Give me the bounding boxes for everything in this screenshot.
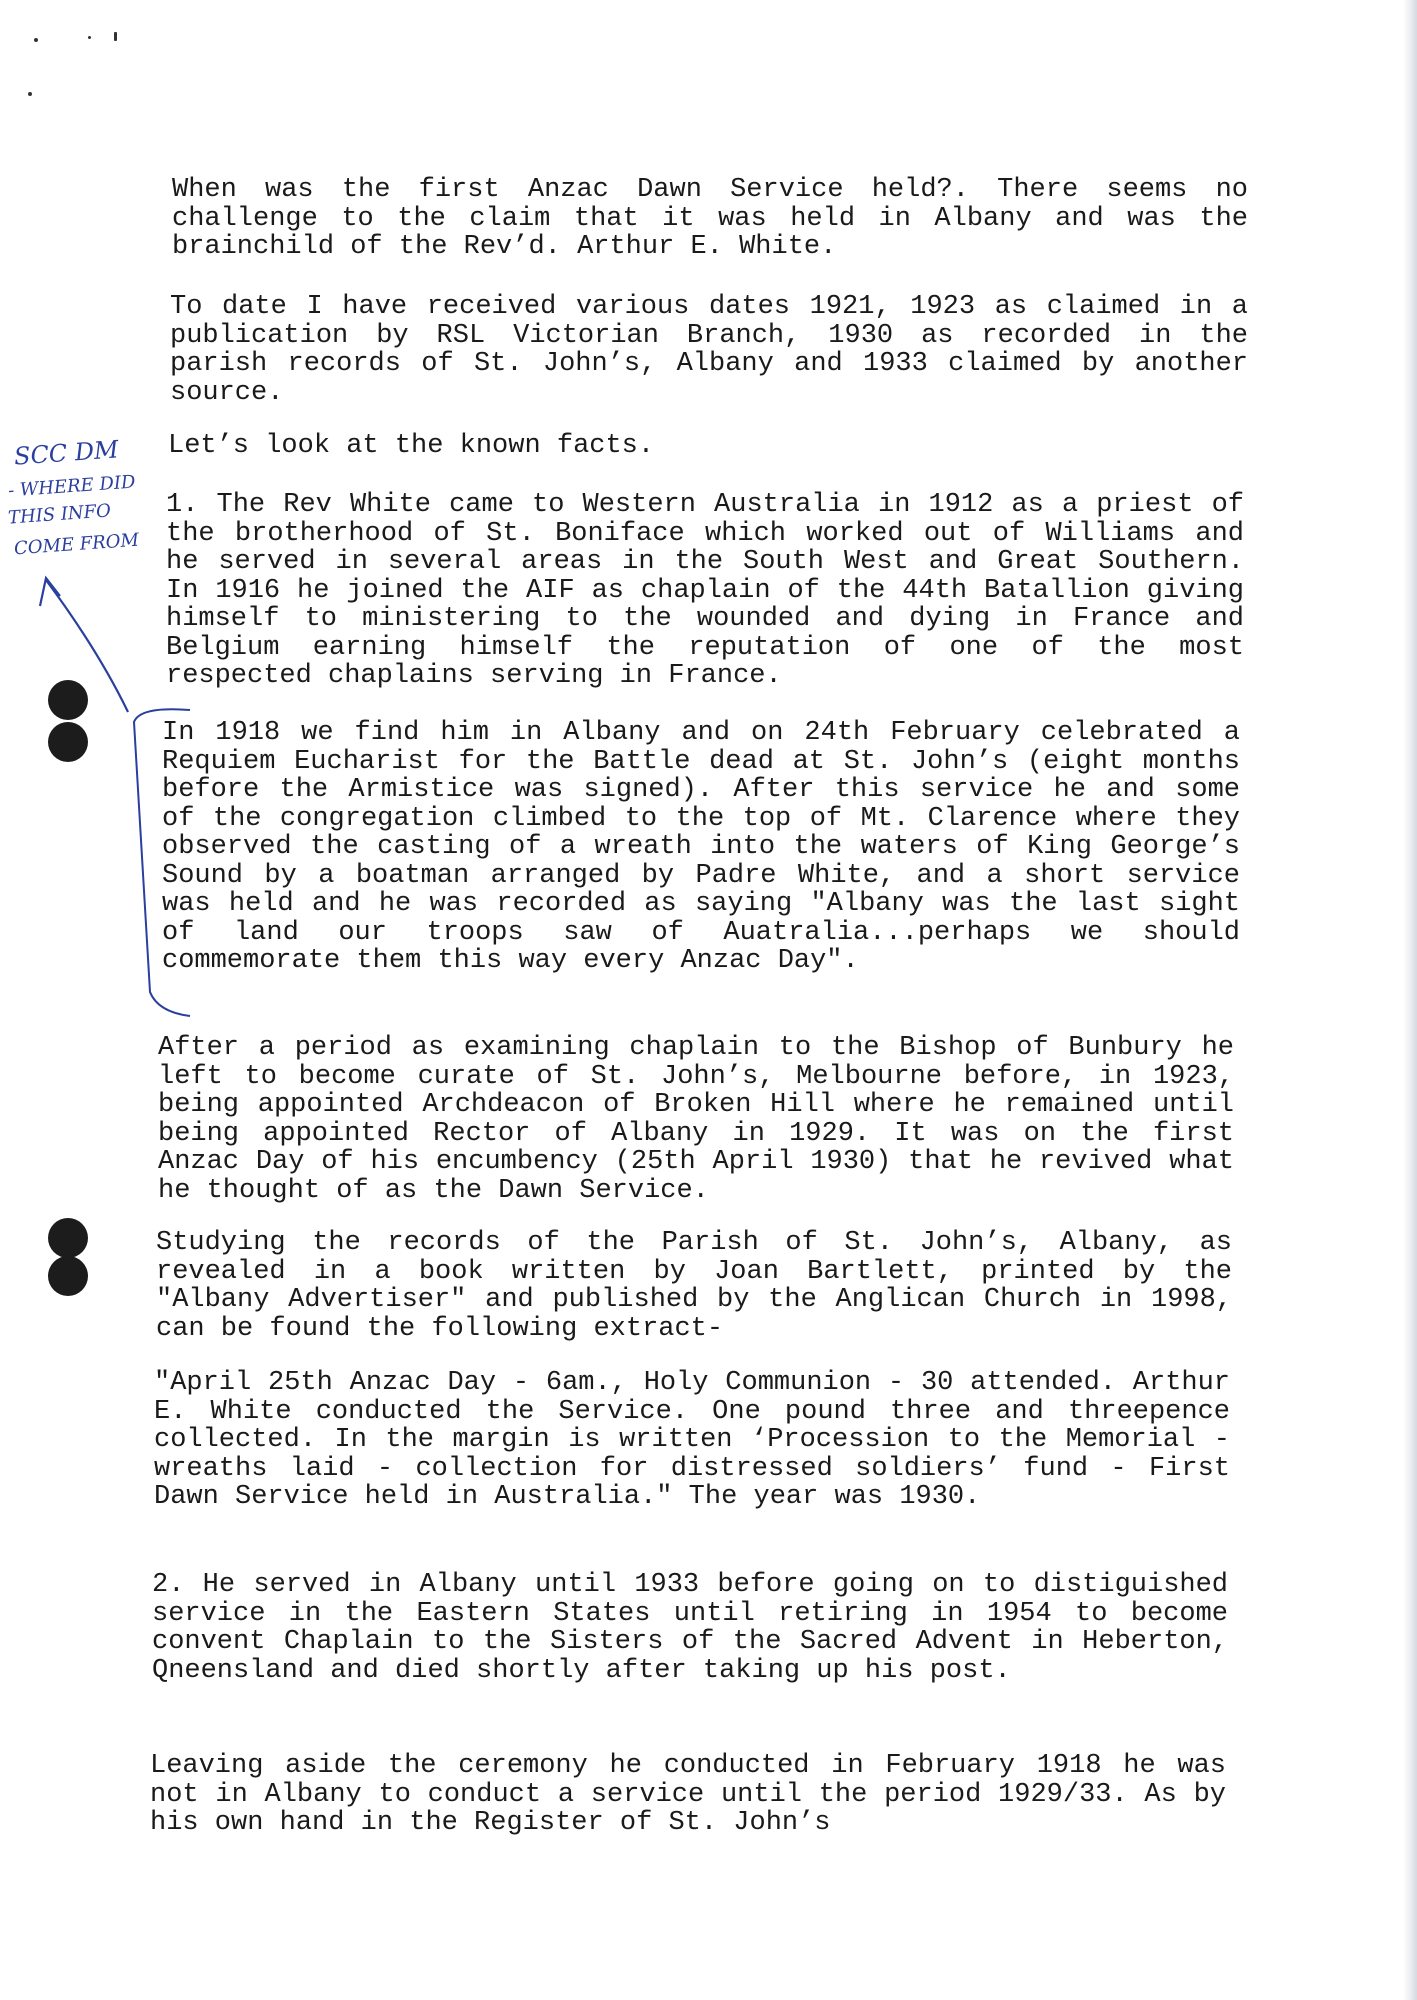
paragraph-1918: In 1918 we find him in Albany and on 24th February celebrated a Requiem Eucharist for the Battle dead at St. John’s (eight months before the Armistice was signed). After this service he and some of the congregation climbed to the top of Mt. Clarence where they observed the casting of a wreath into the waters of King George’s Sound by a boatman arranged by Padre White, and a short service was held and he was recorded as saying "Albany was the last sight of land our troops saw of Auatralia...perhaps we should commemorate them this way every Anzac Day". <box>162 718 1240 976</box>
margin-note-line-1: SCC DM <box>13 435 120 471</box>
margin-note-line-4: COME FROM <box>13 529 140 560</box>
binder-hole <box>48 680 88 720</box>
binder-hole <box>48 1256 88 1296</box>
page-edge-shadow <box>1403 0 1417 2000</box>
paragraph-fact-2: 2. He served in Albany until 1933 before going on to distiguished service in the Eastern States until retiring in 1954 to become convent Chaplain to the Sisters of the Sacred Advent in Heberton, Qneensland and died shortly after taking up his post. <box>152 1570 1228 1686</box>
paragraph-dates: To date I have received various dates 1921, 1923 as claimed in a publication by RSL Victorian Branch, 1930 as recorded in the parish records of St. John’s, Albany and 1933 claimed by another source. <box>170 292 1248 408</box>
margin-note-line-3: THIS INFO <box>7 500 112 529</box>
paragraph-register-extract: "April 25th Anzac Day - 6am., Holy Communion - 30 attended. Arthur E. White conducted the Service. One pound three and threepence collected. In the margin is written ‘Procession to the Memorial - wreaths laid - collection for distressed soldiers’ fund - First Dawn Service held in Australia." The year was 1930. <box>154 1368 1230 1512</box>
arrow-head-icon <box>40 578 60 606</box>
binder-hole <box>48 722 88 762</box>
paragraph-examining-chaplain: After a period as examining chaplain to the Bishop of Bunbury he left to become curate of St. John’s, Melbourne before, in 1923, being appointed Archdeacon of Broken Hill where he remained until being appointed Rector of Albany in 1929. It was on the first Anzac Day of his encumbency (25th April 1930) that he revived what he thought of as the Dawn Service. <box>158 1033 1234 1206</box>
bracket-mark <box>134 709 190 1016</box>
binder-hole <box>48 1218 88 1258</box>
paragraph-intro: When was the first Anzac Dawn Service held?. There seems no challenge to the claim that it was held in Albany and was the brainchild of the Rev’d. Arthur E. White. <box>172 175 1248 262</box>
paragraph-fact-1: 1. The Rev White came to Western Australia in 1912 as a priest of the brotherhood of St. Boniface which worked out of Williams and he served in several areas in the South West and Great Southern. In 1916 he joined the AIF as chaplain of the 44th Batallion giving himself to ministering to the wounded and dying in France and Belgium earning himself the reputation of one of the most respected chaplains serving in France. <box>166 490 1244 691</box>
margin-note-line-2: - WHERE DID <box>7 471 137 502</box>
paragraph-parish-records: Studying the records of the Parish of St. John’s, Albany, as revealed in a book written by Joan Bartlett, printed by the "Albany Advertiser" and published by the Anglican Church in 1998, can be found the following extract- <box>156 1228 1232 1344</box>
paragraph-conclusion: Leaving aside the ceremony he conducted in February 1918 he was not in Albany to conduct a service until the period 1929/33. As by his own hand in the Register of St. John’s <box>150 1751 1226 1838</box>
paragraph-known-facts: Let’s look at the known facts. <box>168 431 655 461</box>
